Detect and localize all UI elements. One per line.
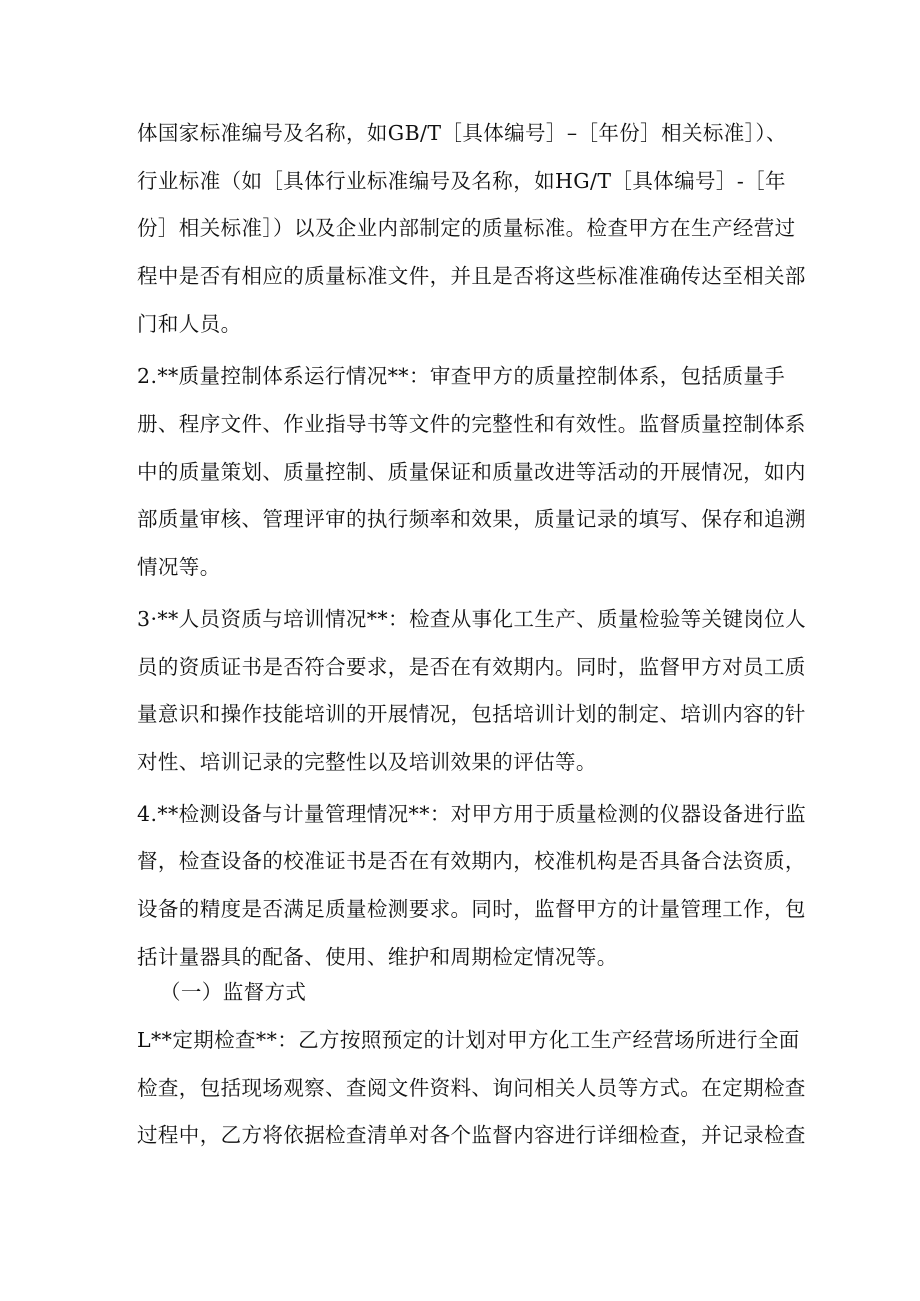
text-line: 4.**检测设备与计量管理情况**：对甲方用于质量检测的仪器设备进行监 — [137, 802, 807, 826]
text-line: 份］相关标准］）以及企业内部制定的质量标准。检查甲方在生产经营过 — [137, 216, 796, 240]
text-line: 程中是否有相应的质量标准文件，并且是否将这些标准准确传达至相关部 — [137, 264, 806, 288]
text-line: 3·**人员资质与培训情况**：检查从事化工生产、质量检验等关键岗位人 — [137, 607, 807, 631]
text-line: L**定期检查**：乙方按照预定的计划对甲方化工生产经营场所进行全面 — [137, 1028, 800, 1052]
text-line: 体国家标准编号及名称，如GB/T［具体编号］–［年份］相关标准］）、 — [137, 121, 787, 145]
text-line: 设备的精度是否满足质量检测要求。同时，监督甲方的计量管理工作，包 — [137, 897, 806, 921]
text-line: 部质量审核、管理评审的执行频率和效果，质量记录的填写、保存和追溯 — [137, 507, 806, 531]
text-line: 检查，包括现场观察、查阅文件资料、询问相关人员等方式。在定期检查 — [137, 1076, 806, 1100]
text-line: 中的质量策划、质量控制、质量保证和质量改进等活动的开展情况，如内 — [137, 460, 806, 484]
text-line: 情况等。 — [137, 555, 221, 579]
text-line: 行业标准（如［具体行业标准编号及名称，如HG/T［具体编号］-［年 — [137, 169, 786, 193]
text-line: 量意识和操作技能培训的开展情况，包括培训计划的制定、培训内容的针 — [137, 702, 806, 726]
text-line: 括计量器具的配备、使用、维护和周期检定情况等。 — [137, 945, 618, 969]
text-line: 对性、培训记录的完整性以及培训效果的评估等。 — [137, 750, 597, 774]
text-line: 2.**质量控制体系运行情况**：审查甲方的质量控制体系，包括质量手 — [137, 364, 786, 388]
text-line: 门和人员。 — [137, 312, 242, 336]
section-heading: （一）监督方式 — [160, 980, 307, 1004]
text-line: 员的资质证书是否符合要求，是否在有效期内。同时，监督甲方对员工质 — [137, 655, 806, 679]
text-line: 过程中，乙方将依据检查清单对各个监督内容进行详细检查，并记录检查 — [137, 1123, 806, 1147]
text-line: 册、程序文件、作业指导书等文件的完整性和有效性。监督质量控制体系 — [137, 412, 806, 436]
text-line: 督，检查设备的校准证书是否在有效期内，校准机构是否具备合法资质， — [137, 849, 806, 873]
